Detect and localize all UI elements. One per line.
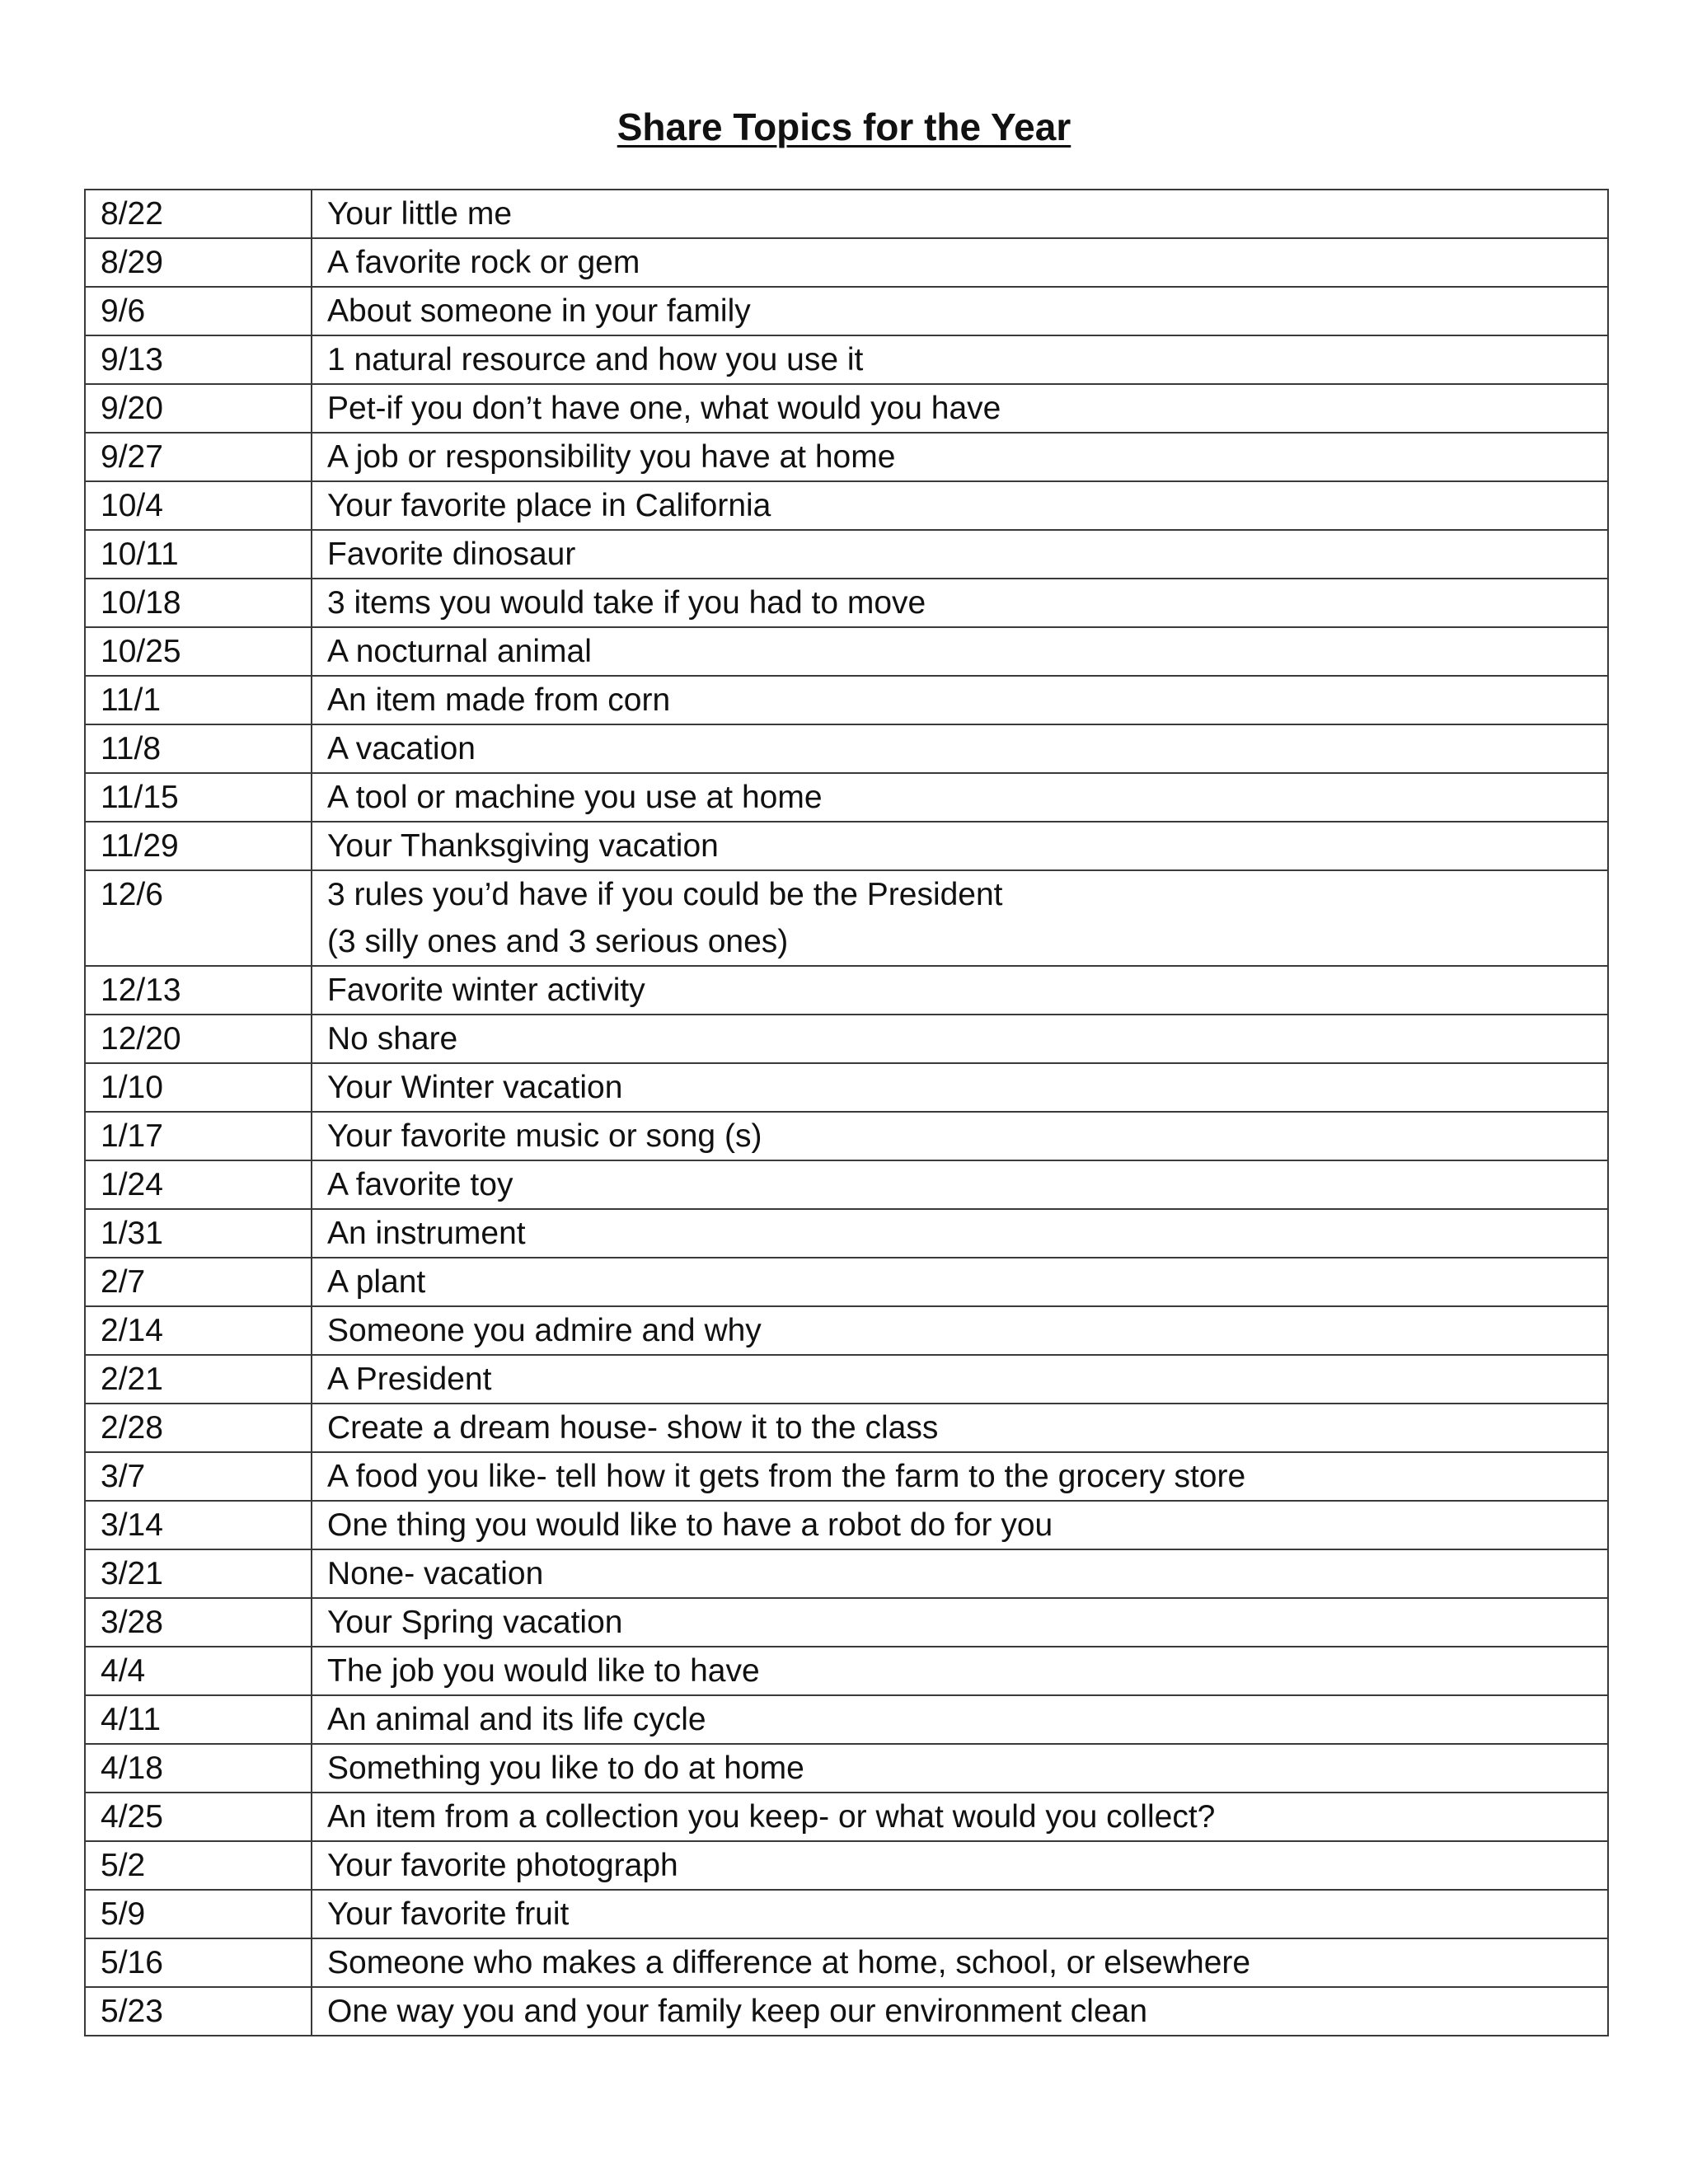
topic-cell: Your favorite fruit: [312, 1890, 1608, 1938]
table-row: [85, 1112, 1608, 1160]
date-cell: 2/21: [85, 1355, 312, 1404]
table-row: [85, 530, 1608, 579]
table-row: [85, 287, 1608, 335]
topic-cell: An instrument: [312, 1209, 1608, 1258]
topic-cell: Something you like to do at home: [312, 1744, 1608, 1793]
table-row: [85, 384, 1608, 433]
date-cell: 10/11: [85, 530, 312, 579]
date-cell: 3/14: [85, 1501, 312, 1549]
topic-cell: Someone you admire and why: [312, 1306, 1608, 1355]
topic-cell: A nocturnal animal: [312, 627, 1608, 676]
topic-cell: Someone who makes a difference at home, school, or elsewhere: [312, 1938, 1608, 1987]
topic-cell: An item made from corn: [312, 676, 1608, 724]
table-row: [85, 1744, 1608, 1793]
page-title: Share Topics for the Year: [617, 105, 1071, 148]
topic-cell: Your favorite photograph: [312, 1841, 1608, 1890]
topic-line: (3 silly ones and 3 serious ones): [327, 924, 789, 959]
date-cell: 9/13: [85, 335, 312, 384]
topic-cell: Your Thanksgiving vacation: [312, 822, 1608, 870]
date-cell: 5/2: [85, 1841, 312, 1890]
date-cell: 1/10: [85, 1063, 312, 1112]
topic-cell: A tool or machine you use at home: [312, 773, 1608, 822]
table-row: [85, 870, 1608, 966]
date-cell: 2/14: [85, 1306, 312, 1355]
date-cell: 1/17: [85, 1112, 312, 1160]
topic-cell: A food you like- tell how it gets from the farm to the grocery store: [312, 1452, 1608, 1501]
table-row: [85, 1695, 1608, 1744]
date-cell: 5/23: [85, 1987, 312, 2036]
table-row: [85, 433, 1608, 481]
date-cell: 12/6: [85, 870, 312, 966]
table-row: [85, 1209, 1608, 1258]
table-row: [85, 1404, 1608, 1452]
table-row: [85, 1841, 1608, 1890]
topic-cell: The job you would like to have: [312, 1647, 1608, 1695]
topic-cell: A favorite toy: [312, 1160, 1608, 1209]
date-cell: 2/7: [85, 1258, 312, 1306]
table-row: [85, 481, 1608, 530]
date-cell: 11/15: [85, 773, 312, 822]
date-cell: 9/20: [85, 384, 312, 433]
topic-cell: An item from a collection you keep- or what would you collect?: [312, 1793, 1608, 1841]
table-row: [85, 1501, 1608, 1549]
table-row: [85, 335, 1608, 384]
topic-line: 3 rules you’d have if you could be the President: [327, 877, 1003, 912]
table-row: [85, 724, 1608, 773]
date-cell: 4/4: [85, 1647, 312, 1695]
date-cell: 11/29: [85, 822, 312, 870]
date-cell: 10/18: [85, 579, 312, 627]
topic-cell: Your favorite music or song (s): [312, 1112, 1608, 1160]
table-row: [85, 1160, 1608, 1209]
date-cell: 10/4: [85, 481, 312, 530]
date-cell: 3/28: [85, 1598, 312, 1647]
date-cell: 12/20: [85, 1015, 312, 1063]
date-cell: 2/28: [85, 1404, 312, 1452]
date-cell: 3/7: [85, 1452, 312, 1501]
table-row: [85, 1598, 1608, 1647]
topic-cell: A vacation: [312, 724, 1608, 773]
topic-cell: An animal and its life cycle: [312, 1695, 1608, 1744]
topic-cell: Your favorite place in California: [312, 481, 1608, 530]
date-cell: 9/27: [85, 433, 312, 481]
topic-cell: One thing you would like to have a robot do for you: [312, 1501, 1608, 1549]
date-cell: 1/31: [85, 1209, 312, 1258]
topic-cell: Create a dream house- show it to the class: [312, 1404, 1608, 1452]
table-row: [85, 1549, 1608, 1598]
date-cell: 1/24: [85, 1160, 312, 1209]
table-row: [85, 1793, 1608, 1841]
topic-cell: [312, 870, 1608, 966]
date-cell: 11/8: [85, 724, 312, 773]
table-row: [85, 1890, 1608, 1938]
table-row: [85, 1355, 1608, 1404]
date-cell: 11/1: [85, 676, 312, 724]
table-row: [85, 1015, 1608, 1063]
topic-cell: A plant: [312, 1258, 1608, 1306]
date-cell: 4/18: [85, 1744, 312, 1793]
date-cell: 12/13: [85, 966, 312, 1015]
table-row: [85, 966, 1608, 1015]
table-row: [85, 627, 1608, 676]
topic-cell: Pet-if you don’t have one, what would you have: [312, 384, 1608, 433]
topic-cell: A President: [312, 1355, 1608, 1404]
topic-cell: None- vacation: [312, 1549, 1608, 1598]
table-row: [85, 579, 1608, 627]
date-cell: 9/6: [85, 287, 312, 335]
topic-cell: One way you and your family keep our environment clean: [312, 1987, 1608, 2036]
topic-cell: Your little me: [312, 190, 1608, 238]
table-row: [85, 190, 1608, 238]
topic-cell: No share: [312, 1015, 1608, 1063]
topic-cell: 3 items you would take if you had to move: [312, 579, 1608, 627]
table-row: [85, 1063, 1608, 1112]
topic-cell: Your Winter vacation: [312, 1063, 1608, 1112]
date-cell: 4/25: [85, 1793, 312, 1841]
topic-cell: Favorite winter activity: [312, 966, 1608, 1015]
date-cell: 5/16: [85, 1938, 312, 1987]
date-cell: 10/25: [85, 627, 312, 676]
table-row: [85, 822, 1608, 870]
topic-cell: Favorite dinosaur: [312, 530, 1608, 579]
topic-cell: A job or responsibility you have at home: [312, 433, 1608, 481]
table-row: [85, 238, 1608, 287]
date-cell: 5/9: [85, 1890, 312, 1938]
topic-cell: 1 natural resource and how you use it: [312, 335, 1608, 384]
table-row: [85, 1306, 1608, 1355]
share-topics-table: [84, 189, 1609, 2036]
table-row: [85, 1452, 1608, 1501]
table-row: [85, 1938, 1608, 1987]
table-row: [85, 773, 1608, 822]
date-cell: 3/21: [85, 1549, 312, 1598]
table-row: [85, 1987, 1608, 2036]
topic-cell: Your Spring vacation: [312, 1598, 1608, 1647]
table-row: [85, 676, 1608, 724]
date-cell: 4/11: [85, 1695, 312, 1744]
table-row: [85, 1258, 1608, 1306]
table-row: [85, 1647, 1608, 1695]
topic-cell: About someone in your family: [312, 287, 1608, 335]
date-cell: 8/22: [85, 190, 312, 238]
topic-cell: A favorite rock or gem: [312, 238, 1608, 287]
date-cell: 8/29: [85, 238, 312, 287]
